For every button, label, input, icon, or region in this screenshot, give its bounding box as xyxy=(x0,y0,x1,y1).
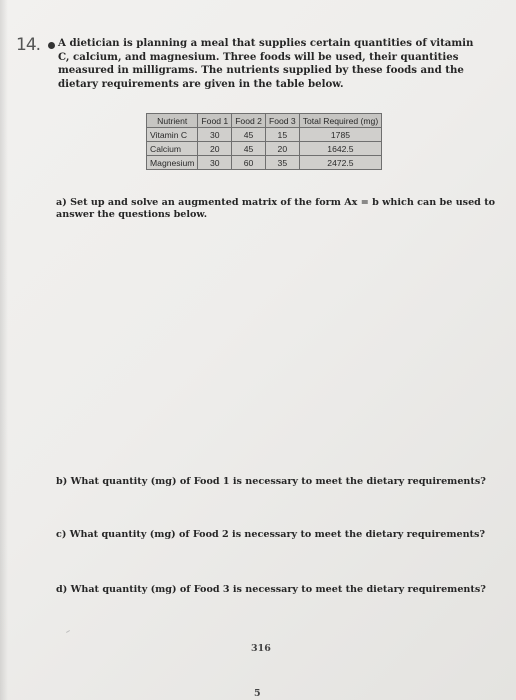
table-row xyxy=(147,142,382,156)
table-cell: 1642.5 xyxy=(299,142,381,156)
question-b: b) What quantity (mg) of Food 1 is necessary to meet the dietary requirements? xyxy=(56,476,486,487)
table-cell: 1785 xyxy=(299,128,381,142)
table-cell: 20 xyxy=(265,142,299,156)
table-cell: 35 xyxy=(265,156,299,170)
table-header-cell: Food 1 xyxy=(198,114,232,128)
table-cell: Calcium xyxy=(147,142,198,156)
table-cell: 45 xyxy=(232,128,266,142)
table-cell: Magnesium xyxy=(147,156,198,170)
table-cell: 30 xyxy=(198,156,232,170)
handwritten-page-mark: 5 xyxy=(254,688,261,699)
page-edge-shadow xyxy=(0,0,8,700)
table-header-cell: Nutrient xyxy=(147,114,198,128)
table-row xyxy=(147,128,382,142)
problem-intro-text: A dietician is planning a meal that supplies certain quantities of vitamin C, calcium, and magnesium. Three foods will be used, their quantities measured in milligrams. The nutrients supplied by these foods and the dietary requirements are given in the table below. xyxy=(58,37,474,90)
bullet-dot-icon xyxy=(48,42,55,49)
table-cell: 20 xyxy=(198,142,232,156)
question-d: d) What quantity (mg) of Food 3 is necessary to meet the dietary requirements? xyxy=(56,584,486,595)
question-a: a) Set up and solve an augmented matrix of the form Ax = b which can be used to answer the questions below. xyxy=(56,197,496,220)
nutrient-table xyxy=(146,113,382,170)
table-header-row xyxy=(147,114,382,128)
pencil-mark xyxy=(66,630,70,633)
page-number: 316 xyxy=(251,643,271,654)
table-row xyxy=(147,156,382,170)
table-header-cell: Food 3 xyxy=(265,114,299,128)
question-c: c) What quantity (mg) of Food 2 is necessary to meet the dietary requirements? xyxy=(56,529,485,540)
table-cell: 2472.5 xyxy=(299,156,381,170)
table-cell: 60 xyxy=(232,156,266,170)
table-header-cell: Food 2 xyxy=(232,114,266,128)
table-cell: Vitamin C xyxy=(147,128,198,142)
table-header-cell: Total Required (mg) xyxy=(299,114,381,128)
table-cell: 30 xyxy=(198,128,232,142)
handwritten-problem-number: 14. xyxy=(16,35,41,55)
table-cell: 45 xyxy=(232,142,266,156)
table-cell: 15 xyxy=(265,128,299,142)
